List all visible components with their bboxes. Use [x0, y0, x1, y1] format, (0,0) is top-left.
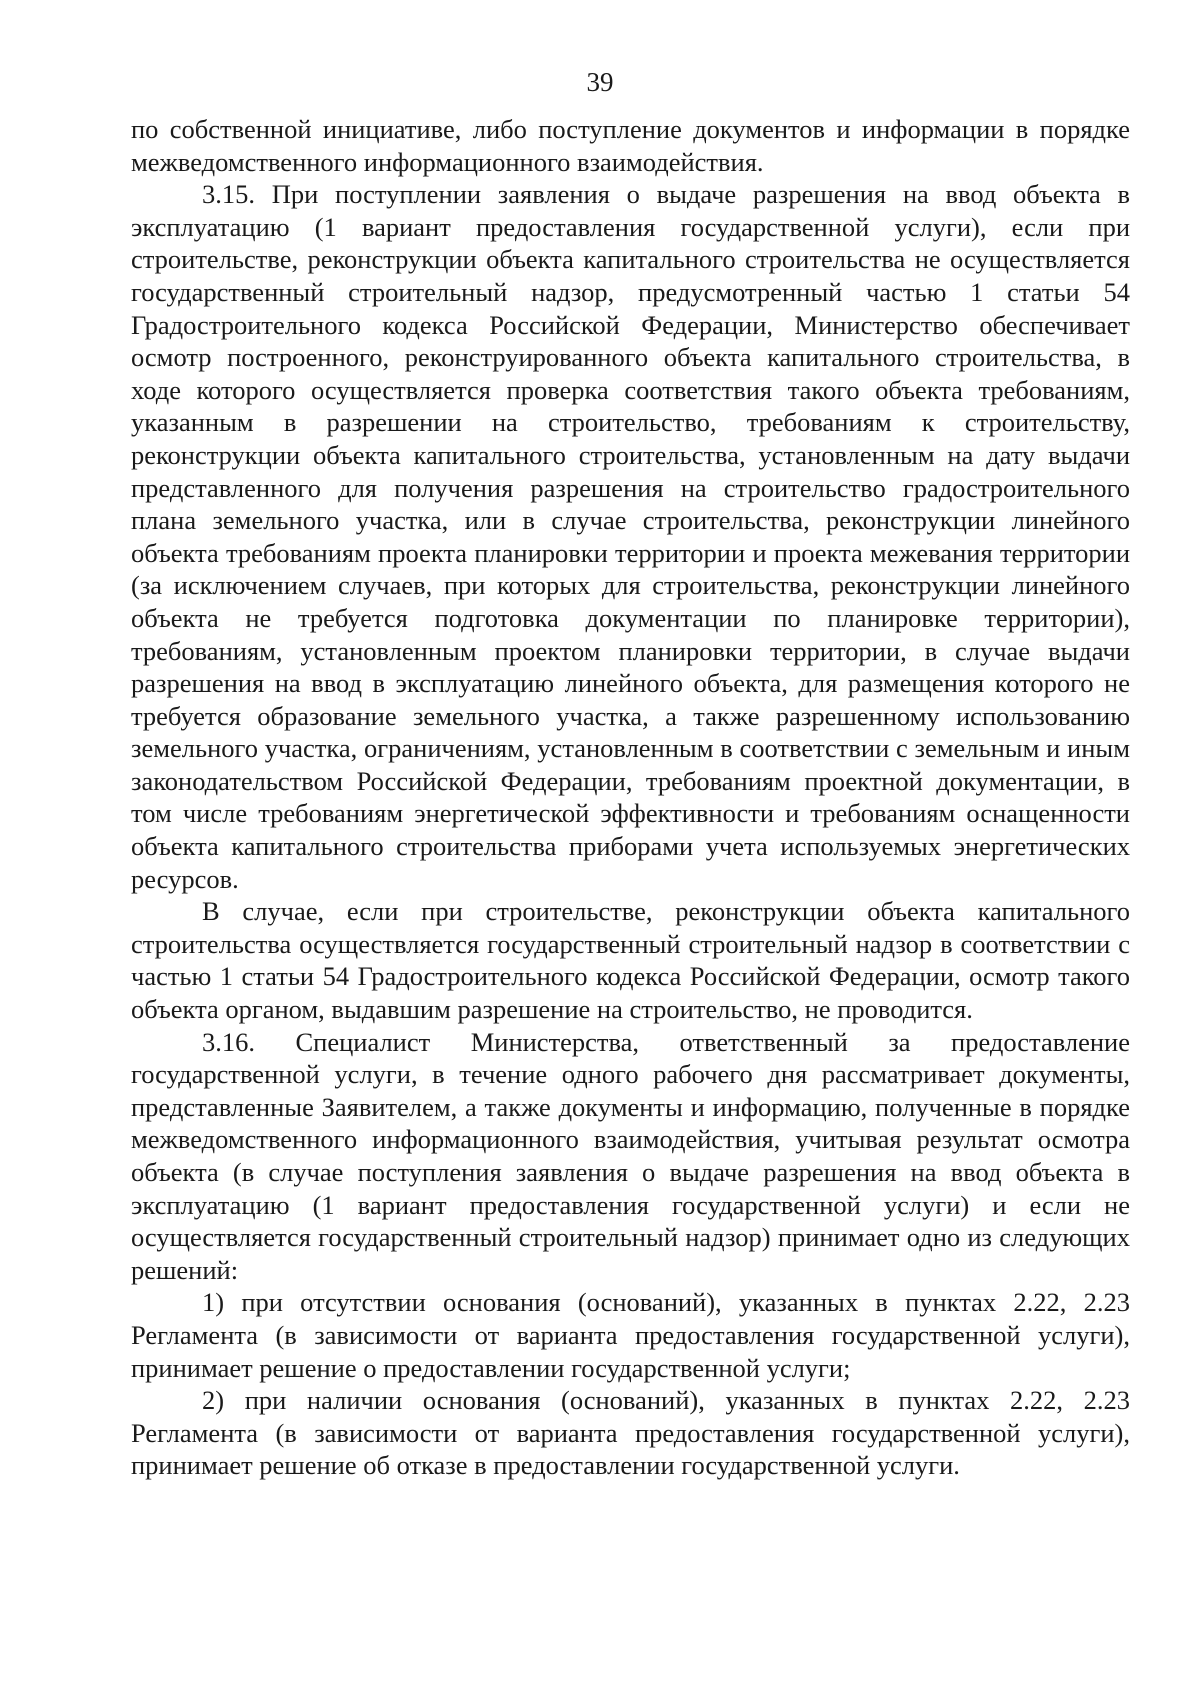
paragraph-3-15: 3.15. При поступлении заявления о выдаче разрешения на ввод объекта в эксплуатацию (1 вариант предоставления государственной услуги), если при строительстве, реконструкции объекта капитального строительства не осуществляется государственный строительный надзор, предусмотренный частью 1 статьи 54 Градостроительного кодекса Российской Федерации, Министерство обеспечивает осмотр построенного, реконструированного объекта капитального строительства, в ходе которого осуществляется проверка соответствия такого объекта требованиям, указанным в разрешении на строительство, требованиям к строительству, реконструкции объекта капитального строительства, установленным на дату выдачи представленного для получения разрешения на строительство градостроительного плана земельного участка, или в случае строительства, реконструкции линейного объекта требованиям проекта планировки территории и проекта межевания территории (за исключением случаев, при которых для строительства, реконструкции линейного объекта не требуется подготовка документации по планировке территории), требованиям, установленным проектом планировки территории, в случае выдачи разрешения на ввод в эксплуатацию линейного объекта, для размещения которого не требуется образование земельного участка, а также разрешенному использованию земельного участка, ограничениям, установленным в соответствии с земельным и иным законодательством Российской Федерации, требованиям проектной документации, в том числе требованиям энергетической эффективности и требованиям оснащенности объекта капитального строительства приборами учета используемых энергетических ресурсов.: [131, 179, 1130, 894]
paragraph-decision-2: 2) при наличии основания (оснований), указанных в пунктах 2.22, 2.23 Регламента (в зависимости от варианта предоставления государственной услуги), принимает решение об отказе в предоставлении государственной услуги.: [131, 1385, 1130, 1481]
paragraph-decision-1: 1) при отсутствии основания (оснований), указанных в пунктах 2.22, 2.23 Регламента (в зависимости от варианта предоставления государственной услуги), принимает решение о предоставлении государственной услуги;: [131, 1287, 1130, 1383]
paragraph-3-16: 3.16. Специалист Министерства, ответственный за предоставление государственной услуги, в течение одного рабочего дня рассматривает документы, представленные Заявителем, а также документы и информацию, полученные в порядке межведомственного информационного взаимодействия, учитывая результат осмотра объекта (в случае поступления заявления о выдаче разрешения на ввод объекта в эксплуатацию (1 вариант предоставления государственной услуги) и если не осуществляется государственный строительный надзор) принимает одно из следующих решений:: [131, 1026, 1130, 1285]
page-number: 39: [586, 67, 614, 97]
paragraph-supervision-case: В случае, если при строительстве, реконструкции объекта капитального строительства осуществляется государственный строительный надзор в соответствии с частью 1 статьи 54 Градостроительного кодекса Российской Федерации, осмотр такого объекта органом, выдавшим разрешение на строительство, не проводится.: [131, 896, 1130, 1025]
paragraph-continuation: по собственной инициативе, либо поступление документов и информации в порядке межведомственного информационного взаимодействия.: [131, 114, 1130, 177]
document-body: [131, 113, 1130, 1482]
